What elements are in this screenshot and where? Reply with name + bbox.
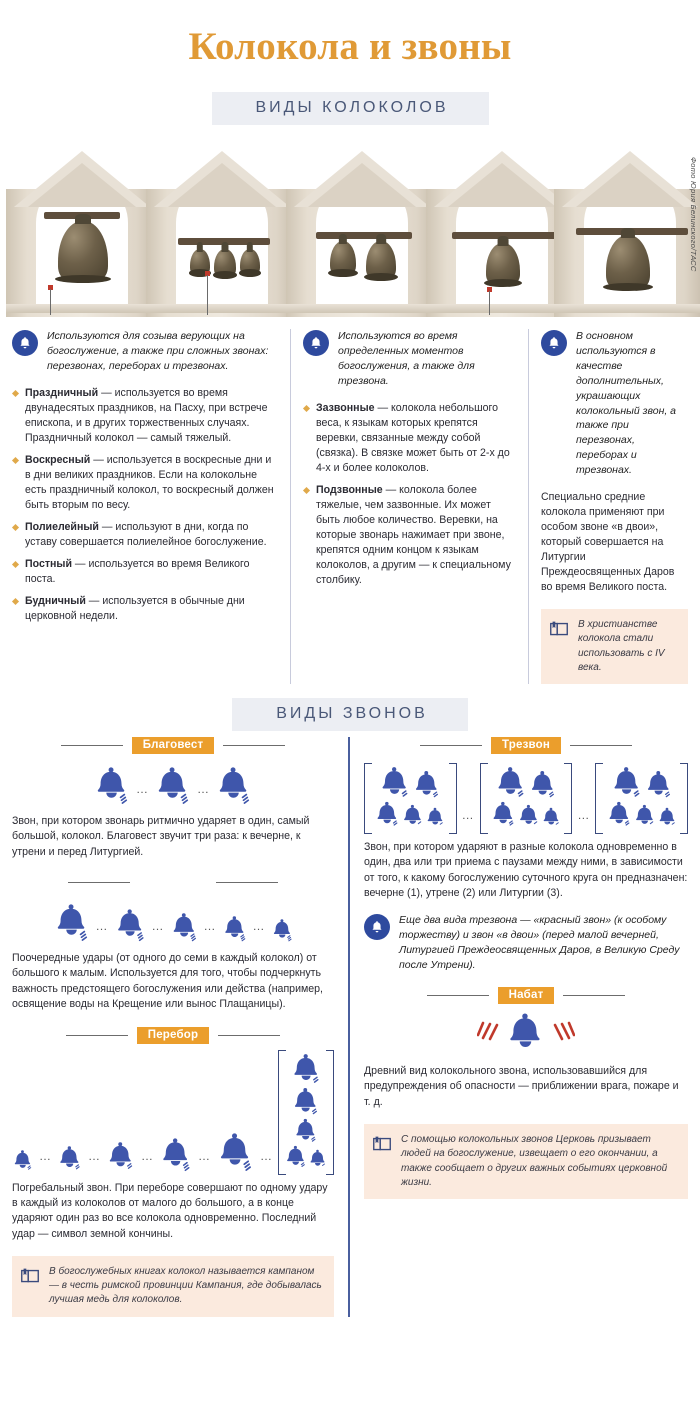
bell-types-column-2 <box>290 329 528 684</box>
bell-types-section <box>0 317 700 684</box>
divider-rule <box>420 745 482 746</box>
bell-icon <box>222 915 248 943</box>
ellipsis-separator: … <box>197 782 210 797</box>
open-book-icon <box>371 1133 393 1155</box>
arch-gable-shade <box>448 163 556 207</box>
bell-icon <box>378 766 412 801</box>
column-2-bullets <box>303 401 516 588</box>
open-book-icon <box>19 1265 41 1287</box>
column-1-bullets <box>12 386 278 624</box>
bell-icon <box>606 801 633 829</box>
bell-icon <box>425 807 446 829</box>
bell-icon <box>505 1012 547 1056</box>
trezvon-note <box>364 913 688 973</box>
bell-icon <box>170 912 199 943</box>
ellipsis-separator: … <box>198 1148 211 1163</box>
bell-types-column-1 <box>12 329 290 684</box>
perezvon-bell-diagram <box>12 897 334 943</box>
ring-title-row <box>364 987 688 1004</box>
bell-icon <box>284 1145 308 1170</box>
list-item <box>12 453 278 513</box>
column-2-lead <box>303 329 516 389</box>
section-header-bells: ВИДЫ КОЛОКОЛОВ <box>212 92 489 125</box>
divider-rule <box>218 1035 280 1036</box>
fact-note-text: С помощью колокольных звонов Церковь призывает людей на богослужение, извещает о его окончании, а также сообщает о других важных событиях церковной жизни. <box>401 1134 668 1188</box>
trezvon-group-1 <box>364 763 457 832</box>
ring-title-blagovest: Благовест <box>132 737 215 754</box>
column-3-lead-text: В основном используются в качестве дополнительных, украшающих колокольный звон, а также при перезвонах, переборах и трезвонах. <box>576 330 677 477</box>
bell-icon <box>53 903 91 943</box>
term-text: — используется в воскресные дни и в дни великих праздников. Если на колокольне есть праздничный колокол, то воскресный должен быть вторым по весу. <box>25 453 274 511</box>
term-text: — колокола более тяжелые, чем зазвонные. Их может быть любое количество. Веревки, на которые звонарь нажимает при звоне, крепятся одним концом к языкам колоколов, а другим — к специальному столбику. <box>316 483 511 586</box>
term: Зазвонные <box>316 401 375 414</box>
ellipsis-separator: … <box>151 919 165 934</box>
arch-ledge <box>286 304 438 313</box>
bell-icon <box>159 1137 193 1173</box>
bell-icon <box>57 1145 83 1173</box>
ring-perebor <box>12 1027 334 1242</box>
bell-icon <box>528 770 558 801</box>
ellipsis-separator: … <box>88 1148 101 1163</box>
arch-row <box>6 143 694 317</box>
ellipsis-separator: … <box>260 1148 273 1163</box>
ellipsis-separator: … <box>252 919 266 934</box>
arch-5 <box>554 145 700 317</box>
arch-1 <box>6 145 158 317</box>
fact-note-church-calls <box>364 1124 688 1199</box>
rings-right-column <box>348 737 688 1317</box>
arch-ledge <box>146 304 298 313</box>
arch-gable-shade <box>168 163 276 207</box>
arch-ledge <box>6 304 158 313</box>
nabat-bell-diagram <box>364 1010 688 1056</box>
term: Воскресный <box>25 453 91 466</box>
ring-title-row <box>12 737 334 754</box>
ring-title-trezvon: Трезвон <box>491 737 561 754</box>
column-2-lead-text: Используются во время определенных моментов богослужения, а также для трезвона. <box>338 330 475 387</box>
bell-icon <box>490 801 517 829</box>
arch-gable-shade <box>576 163 684 207</box>
perebor-bell-diagram <box>12 1050 334 1173</box>
term: Постный <box>25 558 72 571</box>
bell-icon <box>494 766 528 801</box>
page-title: Колокола и звоны <box>188 25 512 68</box>
bell-icon <box>12 1149 34 1173</box>
perebor-simultaneous-group <box>278 1050 334 1173</box>
term: Полиелейный <box>25 520 99 533</box>
bell-icon <box>293 1118 319 1145</box>
fact-note-text: В богослужебных книгах колокол называется кампаном — в честь римской провинции Кампания, где добывалась лучшая медь для колоколов. <box>49 1265 322 1306</box>
ring-blagovest <box>12 737 334 860</box>
bell-icon <box>154 766 192 806</box>
bell-icon <box>291 1087 321 1118</box>
term-text: — используется во время Великого поста. <box>25 558 250 586</box>
ring-body-nabat: Древний вид колокольного звона, использовавшийся для предупреждения об опасности — приближении врага, пожаре и т. д. <box>364 1065 679 1108</box>
bell-icon <box>114 908 147 943</box>
fact-note-christianity <box>541 609 688 684</box>
trezvon-note-text: Еще два вида трезвона — «красный звон» (к особому торжеству) и звон «в двои» (перед малой вечерней, Литургией Преждеосвященных Даров, в Великую Среду после Утрени). <box>399 914 680 972</box>
belfry-photo <box>0 137 700 317</box>
ellipsis-separator: … <box>203 919 217 934</box>
ellipsis-separator: … <box>39 1148 52 1163</box>
term-text: — колокола небольшого веса, к языкам которых крепятся веревки, связанные между собой (связка). В связке может быть от 2-х до 4-х и более колоколов. <box>316 401 510 474</box>
divider-rule <box>427 995 489 996</box>
divider-rule <box>68 882 130 883</box>
bell-beam <box>316 232 412 239</box>
callout-line-3 <box>489 291 490 315</box>
ring-title-perebor: Перебор <box>137 1027 209 1044</box>
bell-types-column-3 <box>528 329 688 684</box>
ring-body-perebor: Погребальный звон. При переборе совершают по одному удару в каждый из колоколов от малого до большого, а в конце ударяют один раз во все колокола одновременно. Последний удар — символ земной кончины. <box>12 1181 328 1240</box>
bell-icon <box>541 330 567 356</box>
bell-icon <box>610 766 644 801</box>
column-3-paragraph: Специально средние колокола применяют при особом звоне «в двои», который совершается на Литургии Преждеосвященных Даров во время Великого поста. <box>541 491 675 594</box>
term-text: — используется во время двунадесятых праздников, на Пасху, при встрече епископа, и в других торжественных случаях. Праздничный колокол — самый тяжелый. <box>25 386 268 444</box>
ellipsis-separator: … <box>141 1148 154 1163</box>
arch-ledge <box>554 304 700 313</box>
list-item <box>12 594 278 624</box>
arch-gable-shade <box>28 163 136 207</box>
bell-icon <box>290 1053 323 1087</box>
blagovest-bell-diagram <box>12 760 334 806</box>
alarm-wave-left-icon <box>477 1017 503 1056</box>
divider-rule <box>563 995 625 996</box>
divider-rule <box>61 745 123 746</box>
column-1-lead-text: Используются для созыва верующих на богослужение, а также при сложных звонах: перезвонах, переборах и трезвонах. <box>47 330 269 372</box>
trezvon-bell-diagram <box>364 760 688 832</box>
ring-nabat <box>364 987 688 1110</box>
section-header-rings: ВИДЫ ЗВОНОВ <box>232 698 468 731</box>
bell-icon <box>633 804 657 829</box>
open-book-icon <box>548 618 570 640</box>
list-item <box>12 520 278 550</box>
ring-title-nabat: Набат <box>498 987 555 1004</box>
ellipsis-separator: … <box>577 808 591 823</box>
ring-body-perezvon: Поочередные удары (от одного до семи в каждый колокол) от большого к малым. Используется для того, чтобы подчеркнуть важность предстоящего богослужения или действа (например, освящение воды на Крещение или вынос Плащаницы). <box>12 952 323 1011</box>
arch-2 <box>146 145 298 317</box>
ring-trezvon <box>364 737 688 973</box>
column-1-lead <box>12 329 278 374</box>
list-item <box>12 386 278 446</box>
bell-icon <box>12 330 38 356</box>
bell-icon <box>374 801 401 829</box>
bell-icon <box>541 807 562 829</box>
bell-icon <box>215 766 253 806</box>
arch-3 <box>286 145 438 317</box>
bell-icon <box>271 918 294 943</box>
bell-icon <box>364 914 390 940</box>
term-text: — используют в дни, когда по уставу совершается полиелейное богослужение. <box>25 520 267 548</box>
bell-icon <box>412 770 442 801</box>
ring-title-row <box>364 737 688 754</box>
column-3-lead <box>541 329 688 478</box>
page-footer-spacer <box>0 1406 700 1410</box>
term-text: — используется в обычные дни церковной недели. <box>25 595 245 623</box>
list-item <box>303 401 516 476</box>
rings-left-column <box>12 737 348 1317</box>
trezvon-group-3 <box>595 763 688 832</box>
bell-icon <box>308 1149 328 1170</box>
ellipsis-separator: … <box>461 808 475 823</box>
callout-line-1 <box>50 289 51 315</box>
ring-title-row <box>12 874 334 891</box>
bell-icon <box>401 804 425 829</box>
divider-rule <box>66 1035 128 1036</box>
fact-note-text: В христианстве колокола стали использовать с IV века. <box>578 619 665 673</box>
ring-title-perezvon <box>139 874 207 891</box>
divider-rule <box>223 745 285 746</box>
ring-body-blagovest: Звон, при котором звонарь ритмично ударяет в один, самый большой, колокол. Благовест звучит три раза: к вечерне, к утрени и перед Литургией. <box>12 815 310 858</box>
bell-icon <box>517 804 541 829</box>
ellipsis-separator: … <box>136 782 149 797</box>
callout-line-2 <box>207 275 208 315</box>
ring-body-trezvon: Звон, при котором ударяют в разные колокола одновременно в один, два или три приема с паузами между ними, в зависимости от того, к какому богослужению суточного круга он предназначен: вечерне (1), утрене (2) или Литургии (3). <box>364 841 688 900</box>
list-item <box>303 483 516 588</box>
ring-types-section <box>0 737 700 1317</box>
fact-note-kampan <box>12 1256 334 1317</box>
ellipsis-separator: … <box>95 919 109 934</box>
bell-icon <box>216 1132 255 1173</box>
term: Будничный <box>25 595 86 608</box>
section-header-bells-wrap <box>0 92 700 125</box>
section-header-rings-wrap <box>0 698 700 731</box>
photo-credit: Фото Юрия Белинского/ТАСС <box>689 157 698 272</box>
term: Праздничный <box>25 386 99 399</box>
list-item <box>12 557 278 587</box>
bell-icon <box>644 770 674 801</box>
bell-icon <box>303 330 329 356</box>
trezvon-group-2 <box>480 763 573 832</box>
bell-icon <box>93 766 131 806</box>
bell-icon <box>657 807 678 829</box>
alarm-wave-right-icon <box>549 1017 575 1056</box>
term: Подзвонные <box>316 483 383 496</box>
divider-rule <box>216 882 278 883</box>
arch-gable-shade <box>308 163 416 207</box>
ring-perezvon <box>12 874 334 1012</box>
bell-icon <box>106 1141 136 1173</box>
divider-rule <box>570 745 632 746</box>
ring-title-row <box>12 1027 334 1044</box>
